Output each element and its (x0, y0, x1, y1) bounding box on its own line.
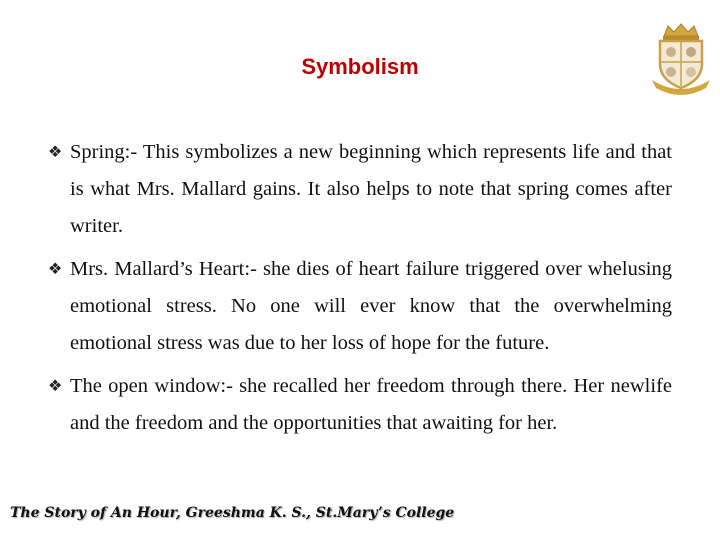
bullet-list (48, 134, 672, 448)
bullet-text: Mrs. Mallard’s Heart:- she dies of heart failure triggered over whelusing emotional stress. No one will ever know that the overwhelming emotional stress was due to her loss of hope for the future. (70, 258, 672, 354)
slide-title (0, 54, 720, 80)
bullet-spring (48, 134, 672, 245)
diamond-bullet-icon: ❖ (48, 144, 63, 161)
diamond-bullet-icon: ❖ (48, 261, 63, 278)
bullet-heart (48, 251, 672, 362)
bullet-text: Spring:- This symbolizes a new beginning which represents life and that is what Mrs. Mallard gains. It also helps to note that spring comes after writer. (70, 141, 672, 237)
slide-footer: The Story of An Hour, Greeshma K. S., St.Mary’s College (10, 505, 455, 521)
college-crest-logo (648, 22, 714, 96)
diamond-bullet-icon: ❖ (48, 378, 63, 395)
bullet-text: The open window:- she recalled her freedom through there. Her newlife and the freedom and the opportunities that awaiting for her. (70, 375, 672, 434)
slide-title-text: Symbolism (301, 54, 419, 79)
bullet-window (48, 368, 672, 442)
